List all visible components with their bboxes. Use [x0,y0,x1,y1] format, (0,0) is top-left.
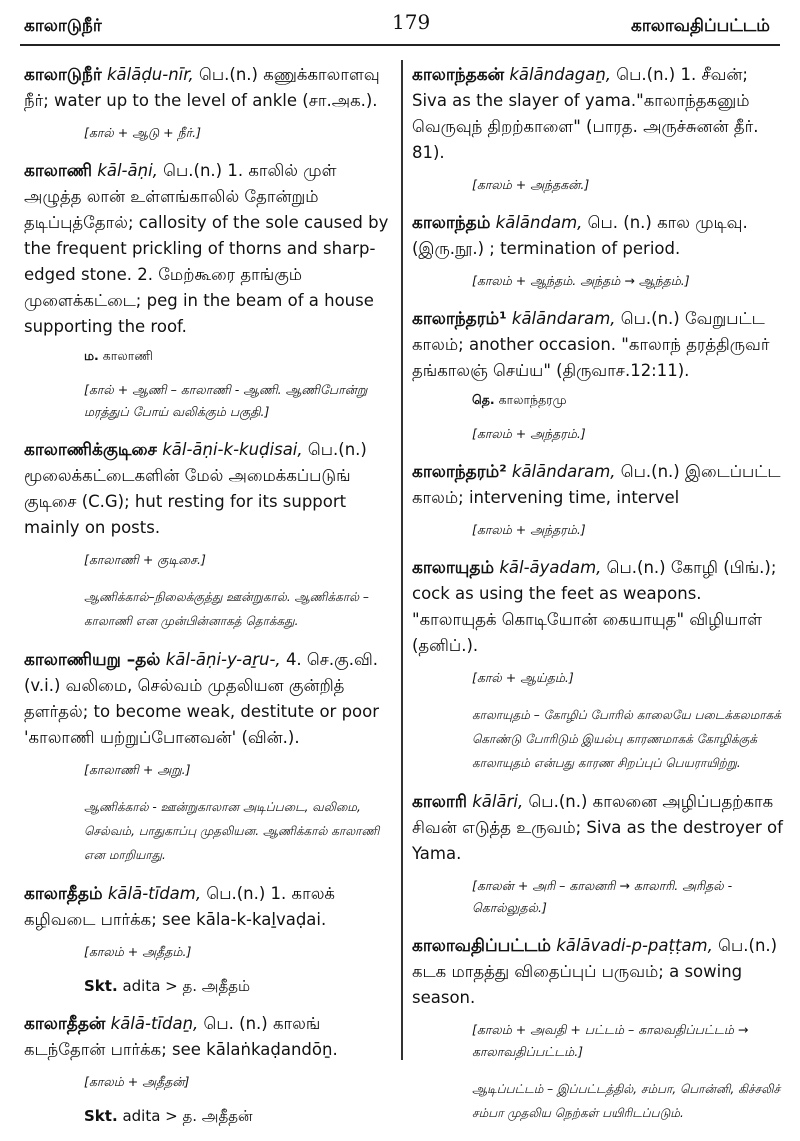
definition: பெ.(n.) காலனை அழிப்பதற்காக சிவன் எடுத்த உருவம்; Siva as the destroyer of Yama. [412,792,783,863]
transliteration: kālāvadi-p-paṭṭam, [556,936,713,955]
etymology: [காலம் + அதீதம்.] [84,944,192,959]
etymology: [காலாணி + குடிசை.] [84,552,206,567]
etymology: [காலம் + ஆந்தம். அந்தம் → ஆந்தம்.] [472,273,690,288]
right-column [412,62,784,1139]
etymology: [காலம் + அந்தகன்.] [472,177,590,192]
definition: பெ.(n.) வேறுபட்ட காலம்; another occasion. "காலாந் தரத்திருவர் தங்காலஞ் செய்ய" (திருவாச.12:11). [412,309,770,380]
entry-kalani [24,158,396,340]
entry-kalani-k-kudisai [24,437,396,541]
definition: பெ. (n.) கால முடிவு. (இரு.நூ.) ; termination of period. [412,213,748,258]
transliteration: kāl-āṇi-k-kuḍisai, [162,440,303,459]
entry-kalaniyaru [24,647,396,751]
headword: காலாணியறு –தல் [24,650,161,670]
skt-label: Skt. [84,977,118,995]
skt-text: adita > த. அதீதம் [122,977,251,995]
headword: காலாரி [412,792,467,812]
cognate-word: காலாந்தரமு [498,392,567,407]
transliteration: kālāndam, [495,213,583,232]
headword: காலாணி [24,161,93,181]
definition: பெ.(n.) கோழி (பிங்.); cock as using the feet as weapons. "காலாயுதக் கொடியோன் கையாயுத" விழியாள் (தனிப்.). [412,558,777,655]
definition: பெ.(n.) 1. சீவன்; Siva as the slayer of yama."காலாந்தகனும் வெருவுந் திறற்காளை" (பாரத. அருச்சுனன் தீர். 81). [412,65,759,162]
cognate-language: தெ. [472,392,495,407]
entry-kalavadi-p-pattam [412,933,784,1011]
definition: பெ.(n.) இடைப்பட்ட காலம்; intervening time, intervel [412,462,781,507]
entry-kalatitan [24,1011,396,1063]
note: ஆணிக்கால்–நிலைக்குத்து ஊன்றுகால். ஆணிக்கால் –காலாணி என முன்பின்னாகத் தொக்கது. [84,590,369,628]
entry-kalayudam [412,555,784,659]
headword: காலாந்தரம்² [412,462,507,482]
transliteration: kālāndagaṉ, [509,65,612,84]
cognate-word: காலாணி [102,348,153,363]
entry-kalatitam [24,881,396,933]
entry-kalandaram-2 [412,459,784,511]
transliteration: kālāri, [472,792,524,811]
cognate-language: ம. [84,348,99,363]
right-guide-word: காலாவதிப்பட்டம் [631,16,770,36]
etymology: [காலாணி + அறு.] [84,762,191,777]
headword: காலாந்தகன் [412,65,505,85]
definition: பெ. (n.) காலங் கடந்தோன் பார்க்க; see kālaṅkaḍandōṉ. [24,1014,338,1059]
skt-label: Skt. [84,1107,118,1125]
definition: பெ.(n.) கணுக்காலாளவு நீர்; water up to the level of ankle (சா.அக.). [24,65,380,110]
headword: காலாந்தரம்¹ [412,309,507,329]
cognate [84,348,396,365]
page-header [20,8,780,42]
entry-kaladu-nir [24,62,396,114]
entry-kalari [412,789,784,867]
etymology: [கால் + ஆய்தம்.] [472,670,574,685]
headword: காலாதீதன் [24,1014,106,1034]
etymology: [காலம் + அவதி + பட்டம் – காலவதிப்பட்டம் → காலாவதிப்பட்டம்.] [472,1022,749,1059]
definition: பெ.(n.) 1. காலில் முள் அழுத்த லான் உள்ளங்காலில் தோன்றும் தடிப்புத்தோல்; callosity of the sole caused by the frequent prickling of thorns and sharp-edged stone. 2. மேற்கூரை தாங்கும் முளைக்கட்டை; peg in the beam of a house supporting the roof. [24,161,389,336]
note: ஆடிப்பட்டம் – இப்பட்டத்தில், சம்பா, பொன்னி, கிச்சலிச் சம்பா முதலிய நெற்கள் பயிரிடப்படும். [472,1082,781,1120]
definition: பெ.(n.) 1. காலக் கழிவடை பார்க்க; see kāla-k-kaḻvaḍai. [24,884,335,929]
transliteration: kāl-āṇi-y-aṟu-, [165,650,281,669]
etymology: [காலம் + அந்தரம்.] [472,426,586,441]
header-rule [20,44,780,46]
transliteration: kālāndaram, [511,462,616,481]
entry-kalandam [412,210,784,262]
definition: 4. செ.கு.வி. (v.i.) வலிமை, செல்வம் முதலியன குன்றித் தளர்தல்; to become weak, destitute or poor 'காலாணி யற்றுப்போனவன்' (வின்.). [24,650,380,747]
headword: காலாவதிப்பட்டம் [412,936,551,956]
sanskrit-source [84,977,396,997]
left-column [24,62,396,1141]
headword: காலாந்தம் [412,213,491,233]
entry-kalandaram-1 [412,306,784,384]
etymology: [காலம் + அதீதன்] [84,1074,190,1089]
headword: காலாதீதம் [24,884,103,904]
etymology: [கால் + ஆணி – காலாணி - ஆணி. ஆணிபோன்று மரத்துப் போய் வலிக்கும் பகுதி.] [84,382,368,419]
headword: காலாடுநீர் [24,65,102,85]
etymology: [கால் + ஆடு + நீர்.] [84,125,201,140]
skt-text: adita > த. அதீதன் [122,1107,253,1125]
left-guide-word: காலாடுநீர் [24,16,102,36]
definition: பெ.(n.) கடக மாதத்து விதைப்புப் பருவம்; a sowing season. [412,936,778,1007]
transliteration: kālāndaram, [511,309,616,328]
transliteration: kālāḍu-nīr, [106,65,194,84]
transliteration: kālā-tīdam, [107,884,202,903]
etymology: [காலன் + அரி – காலனரி → காலாரி. அரிதல் - கொல்லுதல்.] [472,878,733,915]
note: ஆணிக்கால் - ஊன்றுகாலான அடிப்படை, வலிமை, செல்வம், பாதுகாப்பு முதலியன. ஆணிக்கால் காலாணி என மாறியாது. [84,800,380,862]
sanskrit-source [84,1107,396,1127]
column-divider [401,60,403,1060]
headword: காலாயுதம் [412,558,495,578]
entry-kalandagan [412,62,784,166]
transliteration: kāl-āyadam, [499,558,602,577]
definition: பெ.(n.) மூலைக்கட்டைகளின் மேல் அமைக்கப்படுங் குடிசை (C.G); hut resting for its support mainly on posts. [24,440,367,537]
cognate [472,392,784,409]
note: காலாயுதம் – கோழிப் போரில் காலையே படைக்கலமாகக் கொண்டு போரிடும் இயல்பு காரணமாகக் கோழிக்குக் காலாயுதம் என்பது காரண சிறப்புப் பெயராயிற்று. [472,708,782,770]
etymology: [காலம் + அந்தரம்.] [472,522,586,537]
page-number: 179 [392,10,431,34]
transliteration: kāl-āṇi, [97,161,158,180]
headword: காலாணிக்குடிசை [24,440,157,460]
transliteration: kālā-tīdaṉ, [110,1014,199,1033]
